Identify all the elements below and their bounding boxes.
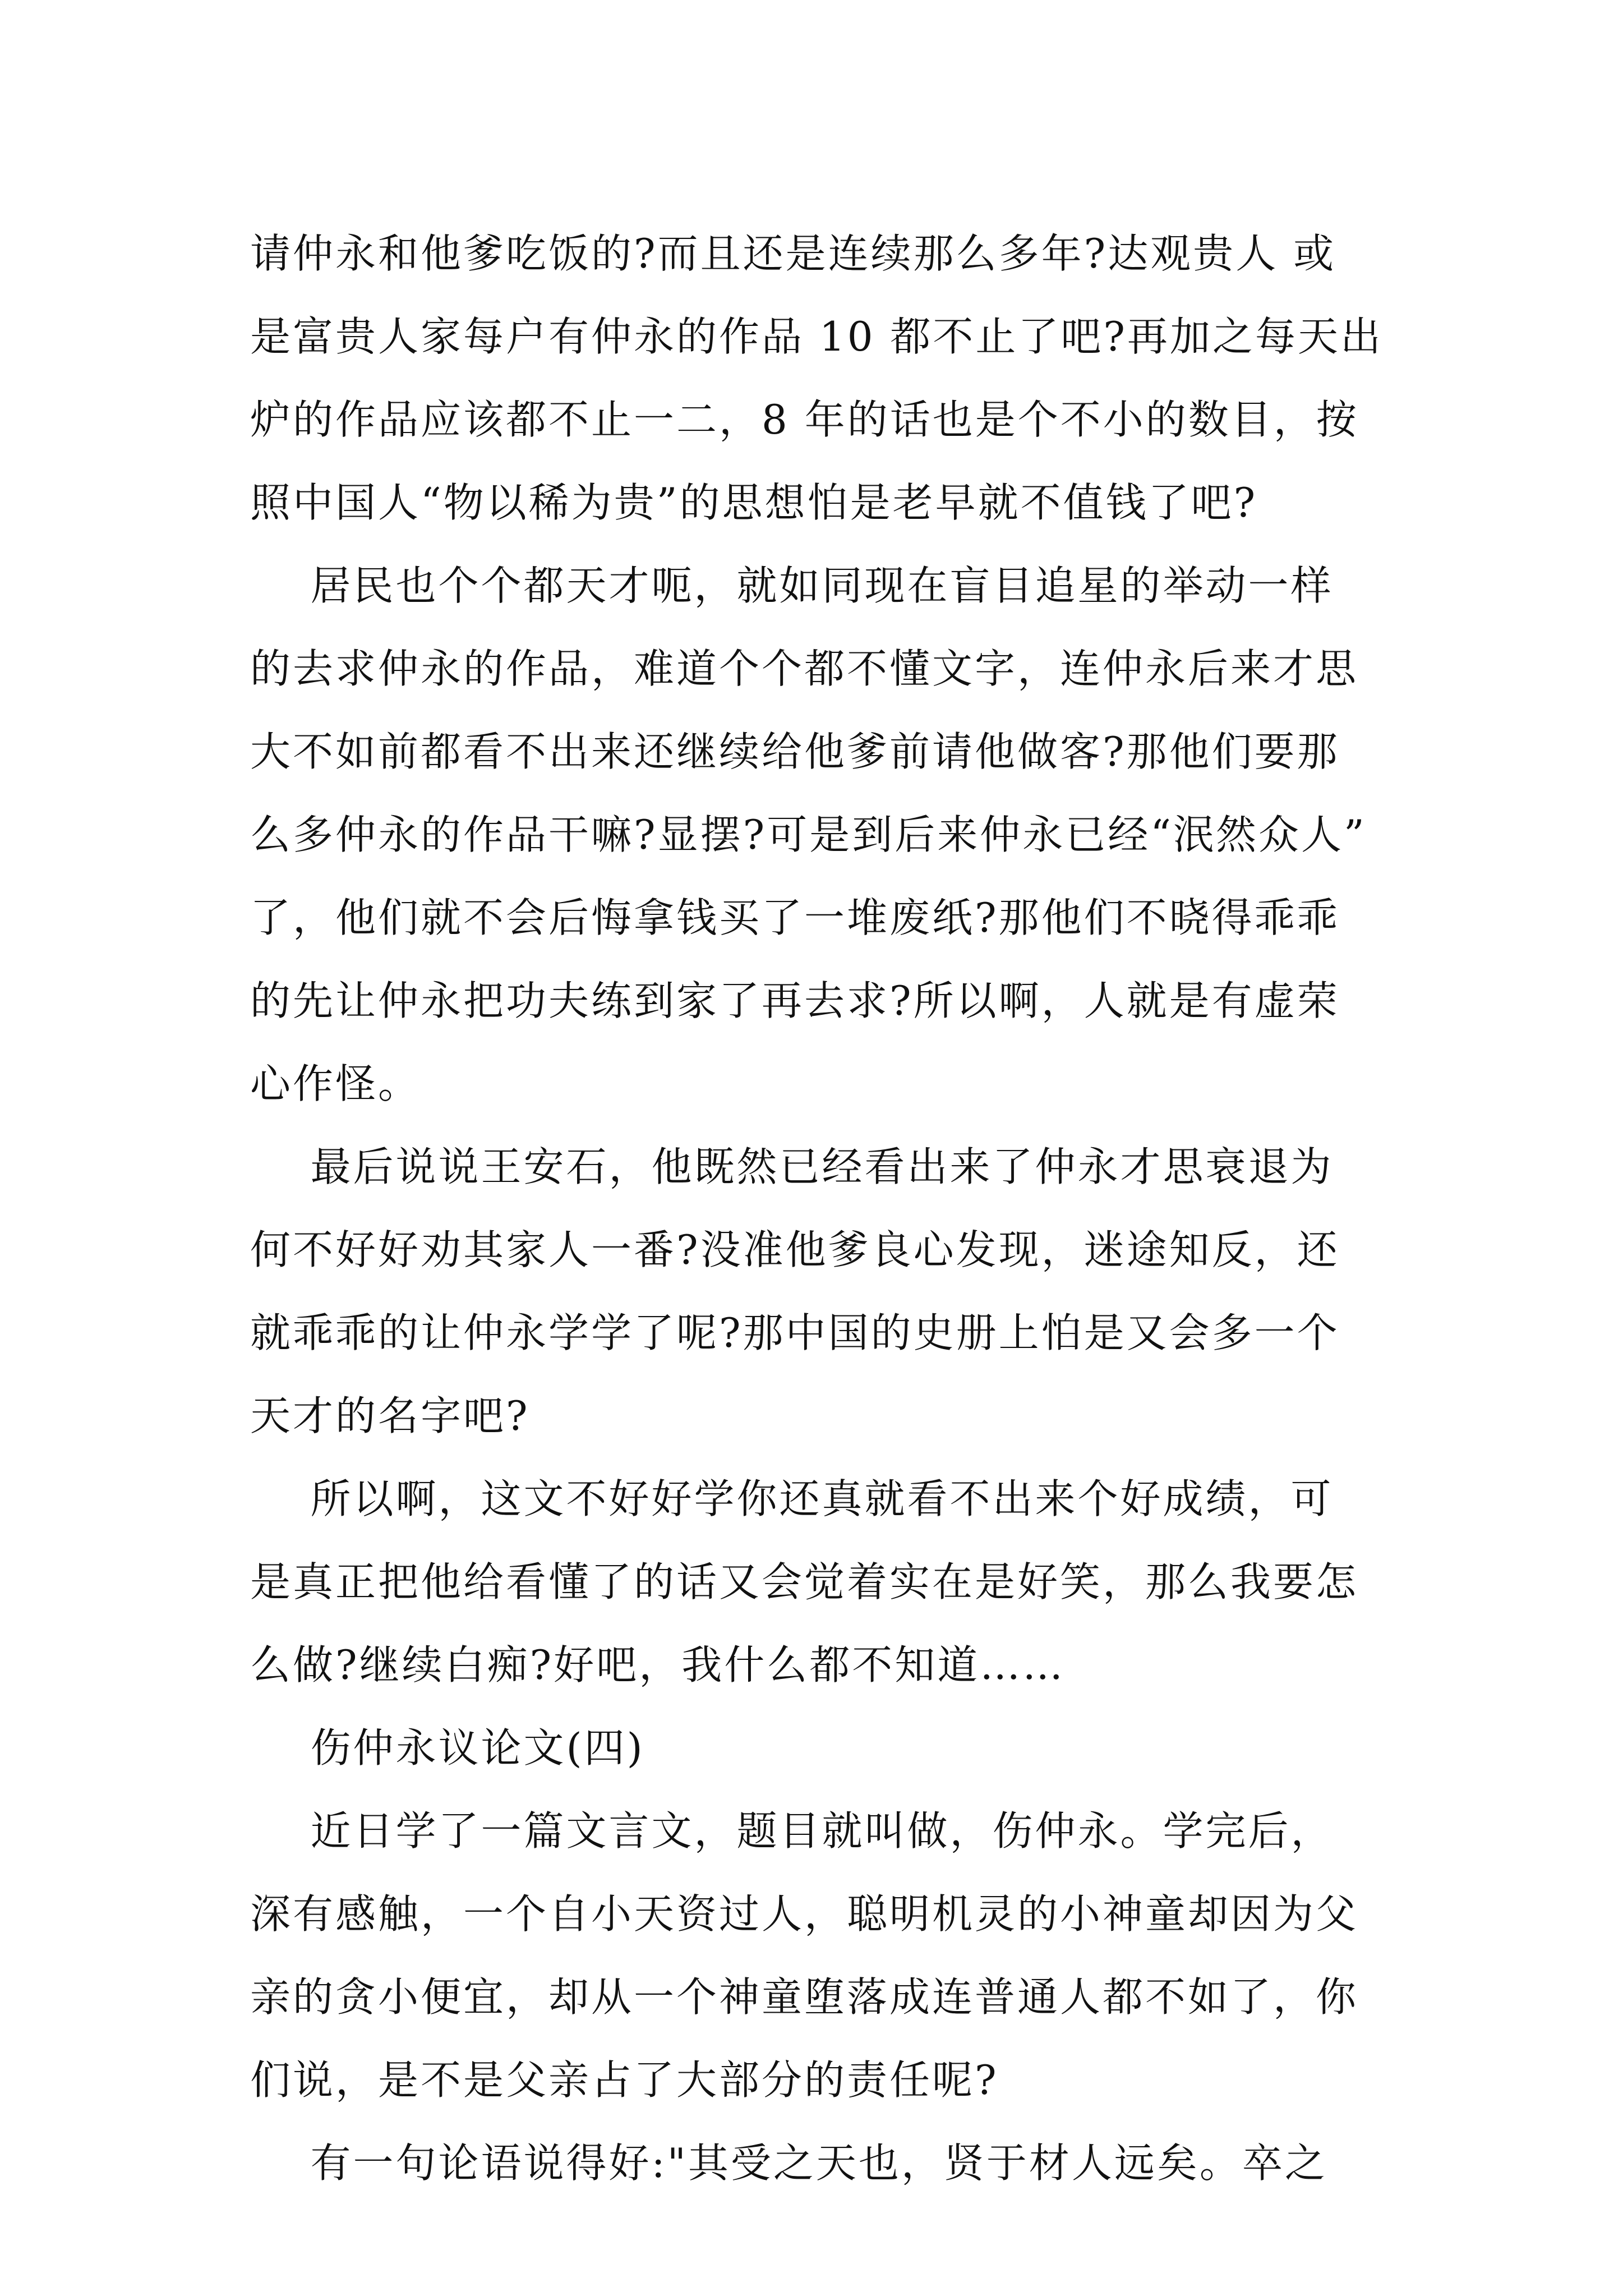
text-line: 们说，是不是父亲占了大部分的责任呢?	[250, 2056, 999, 2104]
text-line: 么做?继续白痴?好吧，我什么都不知道……	[250, 1641, 1066, 1688]
text-line: 深有感触，一个自小天资过人，聪明机灵的小神童却因为父	[250, 1890, 1359, 1938]
text-line: 就乖乖的让仲永学学了呢?那中国的史册上怕是又会多一个	[250, 1309, 1340, 1356]
text-line: 的先让仲永把功夫练到家了再去求?所以啊，人就是有虚荣	[250, 977, 1340, 1024]
text-line: 请仲永和他爹吃饭的?而且还是连续那么多年?达观贵人 或	[250, 230, 1336, 277]
text-line: 天才的名字吧?	[250, 1392, 530, 1439]
text-line: 了，他们就不会后悔拿钱买了一堆废纸?那他们不晓得乖乖	[250, 894, 1340, 941]
text-line: 最后说说王安石，他既然已经看出来了仲永才思衰退为	[250, 1143, 1334, 1190]
text-line: 是真正把他给看懂了的话又会觉着实在是好笑，那么我要怎	[250, 1558, 1359, 1605]
text-line: 所以啊，这文不好好学你还真就看不出来个好成绩，可	[250, 1475, 1334, 1522]
text-line: 照中国人“物以稀为贵”的思想怕是老早就不值钱了吧?	[250, 479, 1258, 526]
section-heading: 伤仲永议论文(四)	[250, 1724, 645, 1772]
text-line: 何不好好劝其家人一番?没准他爹良心发现，迷途知反，还	[250, 1226, 1340, 1273]
text-line: 大不如前都看不出来还继续给他爹前请他做客?那他们要那	[250, 728, 1340, 775]
text-line: 是富贵人家每户有仲永的作品 10 都不止了吧?再加之每天出	[250, 313, 1383, 360]
text-line: 有一句论语说得好:"其受之天也，贤于材人远矣。卒之	[250, 2139, 1327, 2187]
body-text	[250, 212, 1383, 2205]
text-line: 么多仲永的作品干嘛?显摆?可是到后来仲永已经“泯然众人”	[250, 811, 1367, 858]
text-line: 亲的贪小便宜，却从一个神童堕落成连普通人都不如了，你	[250, 1973, 1359, 2021]
text-line: 的去求仲永的作品，难道个个都不懂文字，连仲永后来才思	[250, 645, 1359, 692]
text-line: 炉的作品应该都不止一二，8 年的话也是个不小的数目，按	[250, 396, 1359, 443]
text-line: 居民也个个都天才呃，就如同现在盲目追星的举动一样	[250, 562, 1334, 609]
text-line: 心作怪。	[250, 1060, 421, 1107]
text-line: 近日学了一篇文言文，题目就叫做，伤仲永。学完后，	[250, 1807, 1334, 1855]
